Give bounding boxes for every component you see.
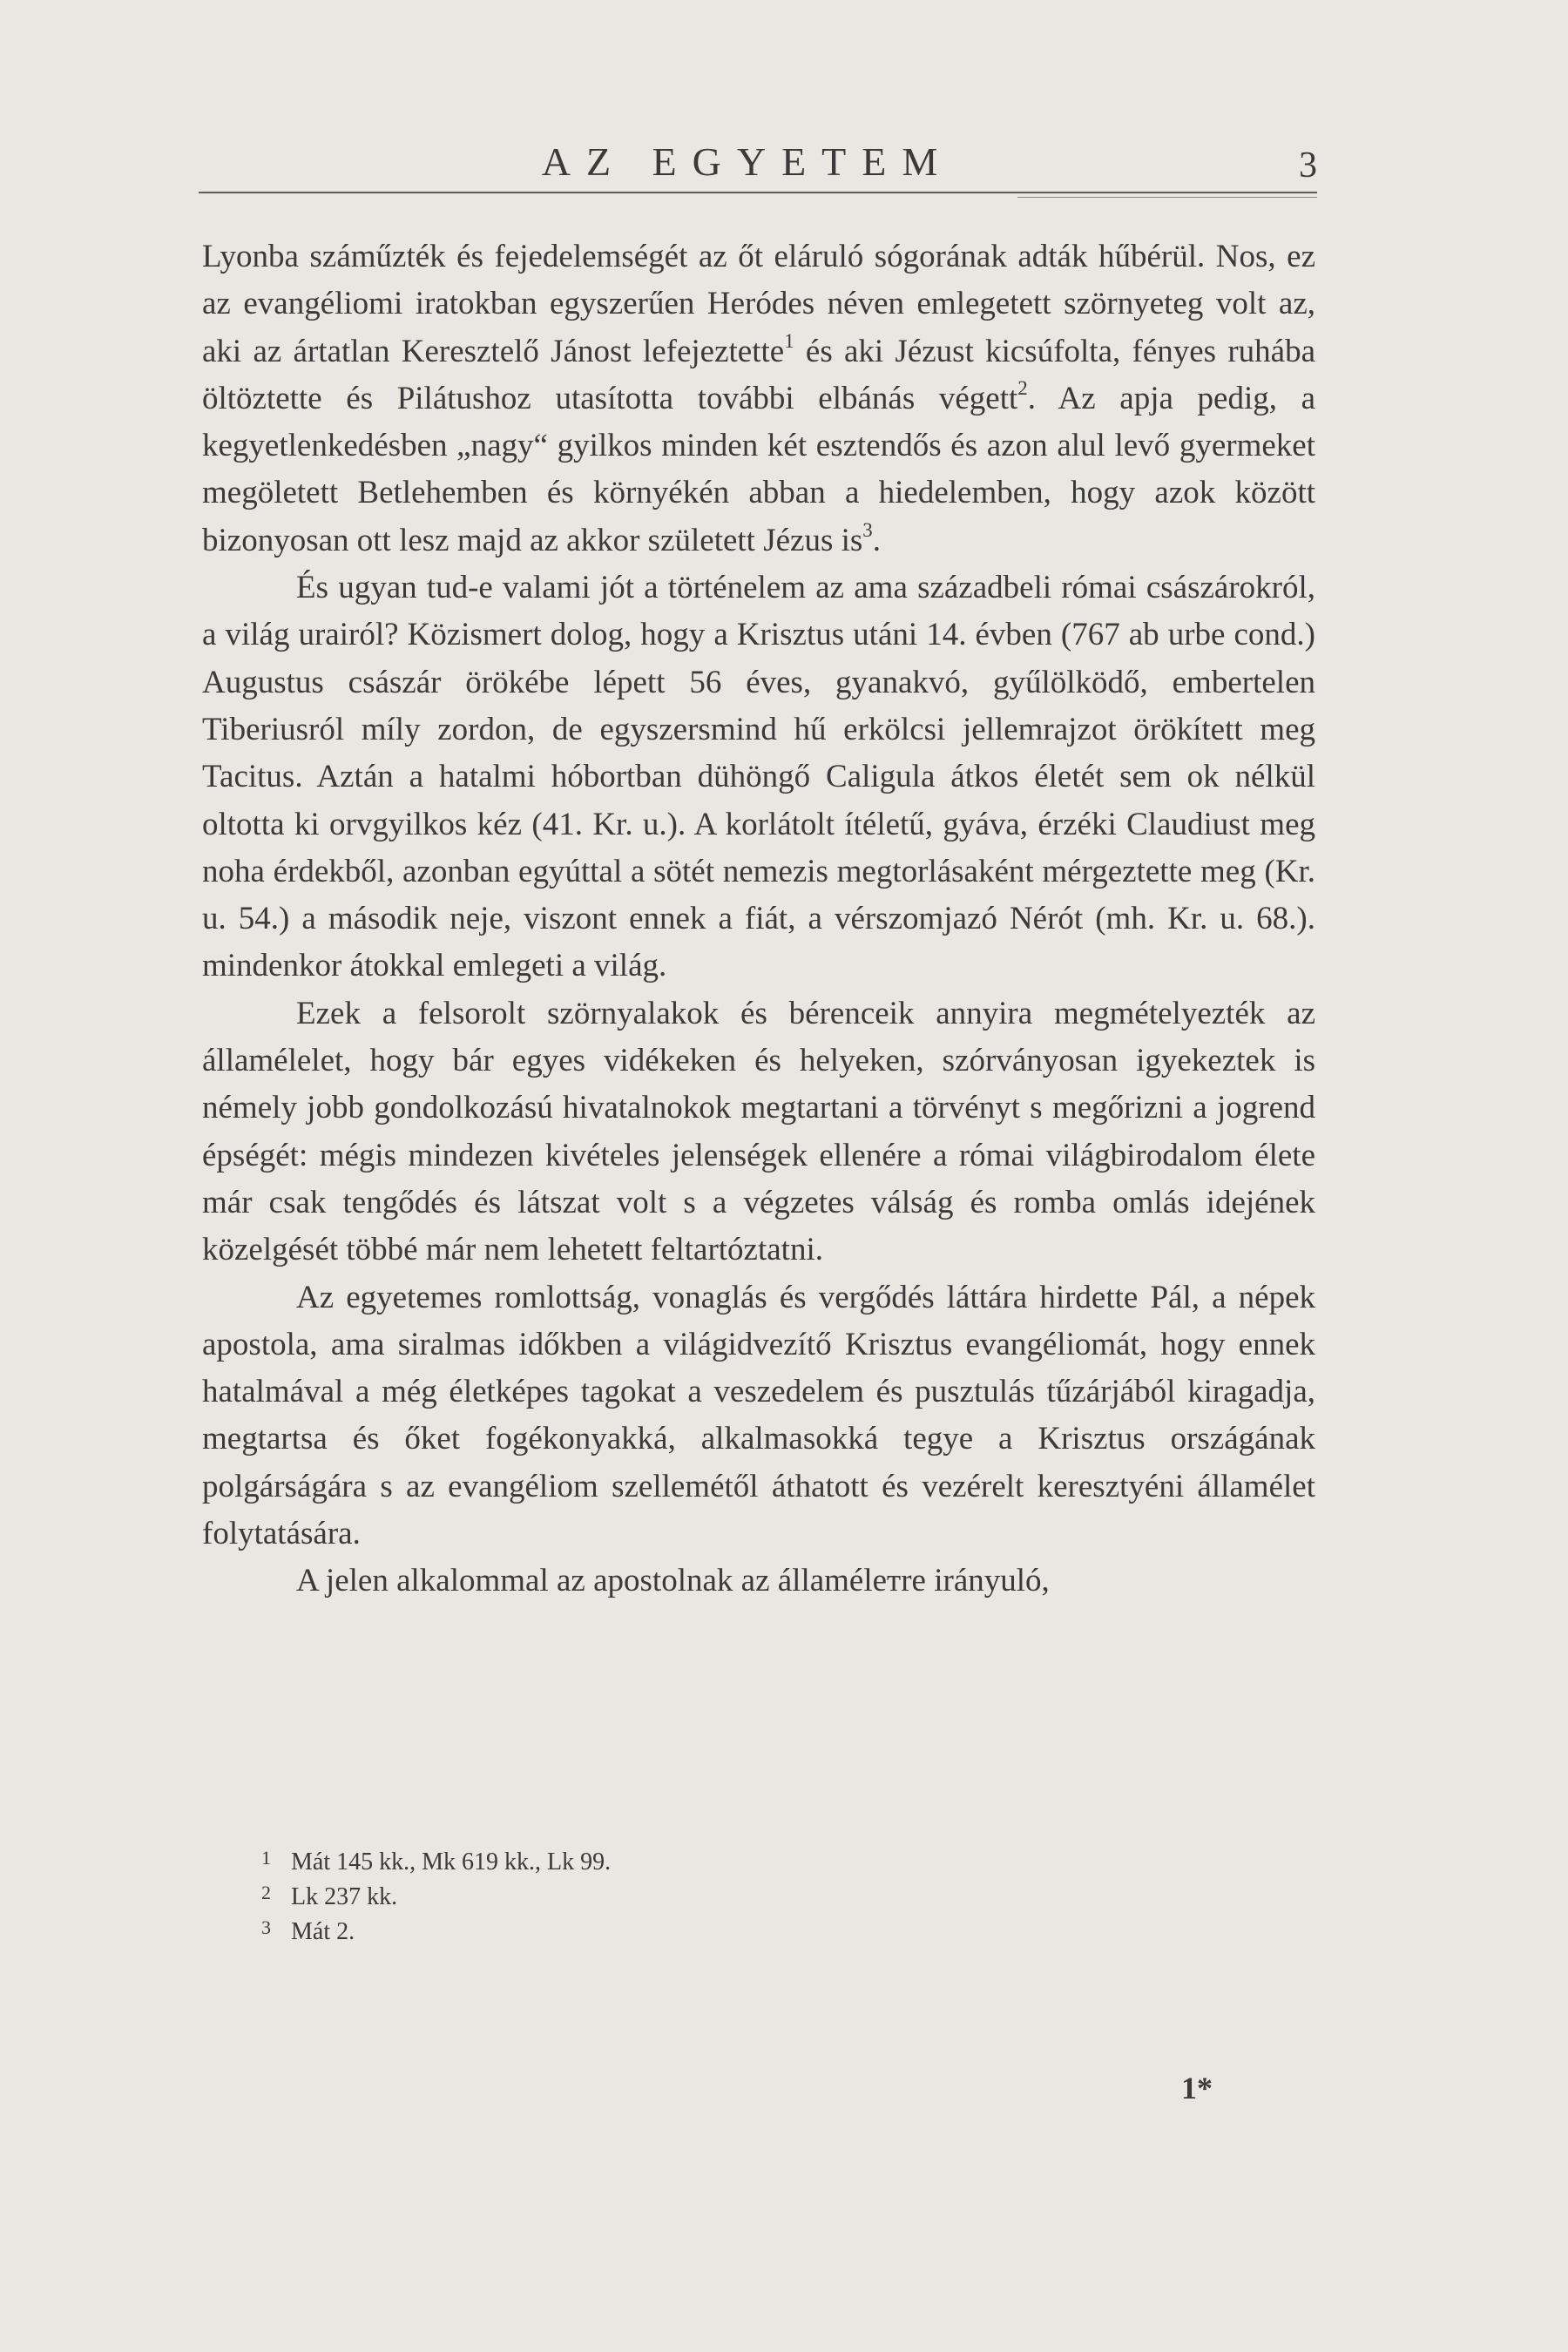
- footnote-text: Mát 145 kk., Mk 619 kk., Lk 99.: [291, 1848, 612, 1876]
- paragraph-2: És ugyan tud-e valami jót a történelem az ama századbeli római császárokról, a világ urairól? Közismert dolog, hogy a Krisztus utáni 14. évben (767 ab urbe cond.) Augustus császár örökébe lépett 56 éves, gyanakvó, gyűlölködő, embertelen Tiberiusról míly zordon, de egyszersmind hű erkölcsi jellemrajzot örökített meg Tacitus. Aztán a hatalmi hóbortban dühöngő Caligula átkos életét sem ok nélkül oltotta ki orvgyilkos kéz (41. Kr. u.). A korlátolt ítéletű, gyáva, érzéki Claudiust meg noha érdekből, azonban egyúttal a sötét nemezis megtorlásaként mérgeztette meg (Kr. u. 54.) a második neje, viszont ennek a fiát, a vérszomjazó Nérót (mh. Kr. u. 68.). mindenkor átokkal emlegeti a világ.: [202, 570, 1315, 984]
- header-rule: [199, 192, 1317, 193]
- footnote-ref-3: 3: [862, 518, 873, 541]
- footnotes: [261, 1845, 1045, 1950]
- footnote-text: Lk 237 kk.: [291, 1883, 398, 1910]
- footnote-ref-1: 1: [784, 329, 794, 352]
- footnote-mark: 2: [261, 1882, 271, 1903]
- paragraph-1-part-d: .: [872, 522, 882, 558]
- footnote: [261, 1915, 1045, 1950]
- paragraph-1: [202, 233, 1315, 564]
- footnote-text: Mát 2.: [291, 1918, 355, 1945]
- header-rule-secondary: [1017, 197, 1317, 198]
- page-number: 3: [1299, 145, 1317, 186]
- paragraph-1-part-c: . Az apja pedig, a kegyetlenkedésben „nagy“ gyilkos minden két esztendős és azon alul levő gyermeket megöletett Betlehemben és környékén abban a hiedelemben, hogy azok között bizonyosan ott lesz majd az akkor született Jézus is: [202, 380, 1316, 558]
- running-head: AZ EGYETEM: [541, 139, 954, 184]
- footnote: [261, 1880, 1045, 1915]
- paragraph-5: A jelen alkalommal az apostolnak az államélетre irányuló,: [296, 1563, 1050, 1599]
- body-text: [202, 233, 1315, 1605]
- signature-mark: 1*: [1181, 2071, 1213, 2105]
- paragraph-1-part-b: és aki Jézust kicsúfolta, fényes ruhába öltöztette és Pilátushoz utasította további elbánás végett: [202, 333, 1315, 416]
- paragraph-4: Az egyetemes romlottság, vonaglás és vergődés láttára hirdette Pál, a népek apostola, ama siralmas időkben a világidvezítő Krisztus evangéliomát, hogy ennek hatalmával a még életképes tagokat a veszedelem és pusztulás tűzárjából kiragadja, megtartsa és őket fogékonyakká, alkalmasokká tegye a Krisztus országának polgárságára s az evangéliom szellemétől áthatott és vezérelt keresztyéni államélet folytatására.: [202, 1279, 1315, 1552]
- footnote-mark: 1: [261, 1847, 271, 1869]
- paragraph-3: Ezek a felsorolt szörnyalakok és bérenceik annyira megmételyezték az államélelet, hogy bár egyes vidékeken és helyeken, szórványosan igyekeztek is némely jobb gondolkozású hivatalnokok megtartani a törvényt s megőrizni a jogrend épségét: mégis mindezen kivételes jelenségek ellenére a római világbirodalom élete már csak tengődés és látszat volt s a végzetes válság és romba omlás idejének közelgését többé már nem lehetett feltartóztatni.: [202, 995, 1315, 1268]
- footnote-ref-2: 2: [1017, 376, 1028, 399]
- footnote-mark: 3: [261, 1916, 271, 1938]
- page-header: [199, 138, 1317, 193]
- footnote: [261, 1845, 1045, 1880]
- paragraph-1-part-a: Lyonba száműzték és fejedelemségét az őt eláruló sógorának adták hűbérül. Nos, ez az evangéliomi iratokban egyszerűen Heródes néven emlegetett szörnyeteg volt az, aki az ártatlan Keresztelő Jánost lefejeztette: [202, 239, 1315, 369]
